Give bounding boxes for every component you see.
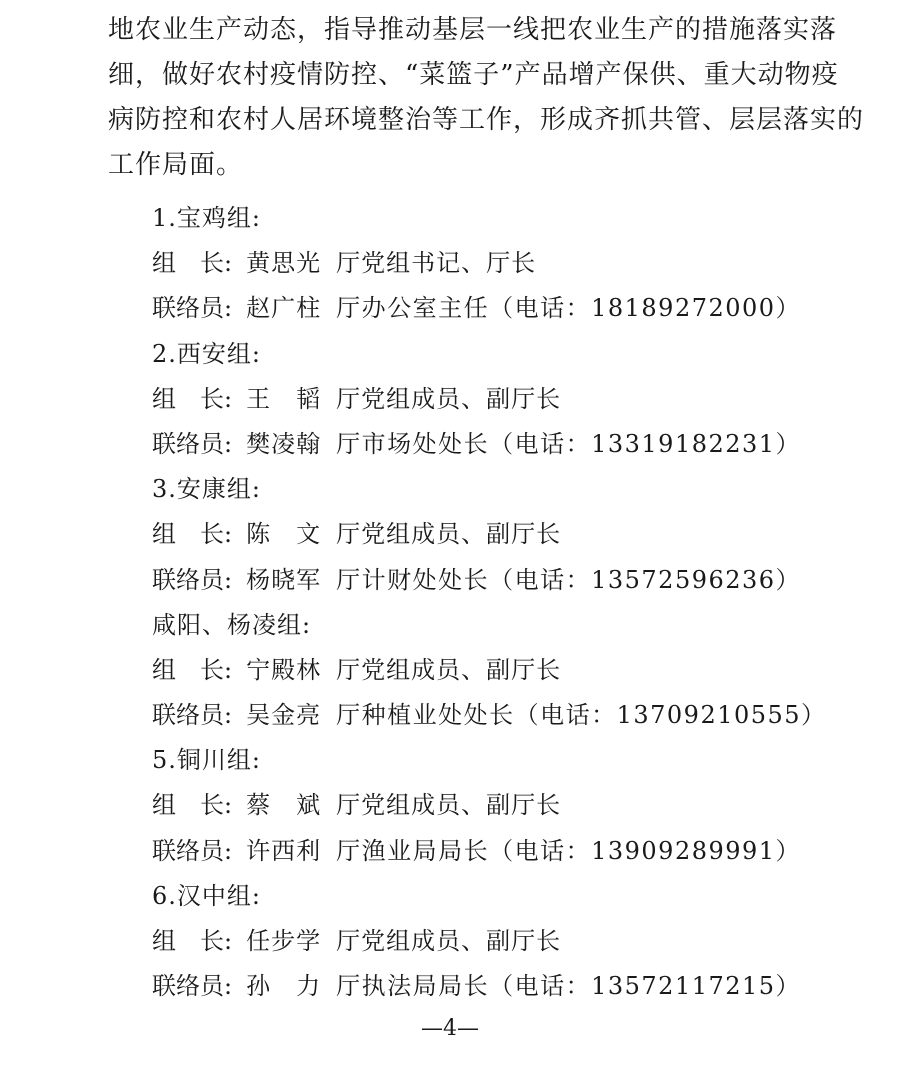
contact-name: 樊凌翰 [246, 429, 322, 458]
contact-row [152, 829, 852, 874]
leader-name: 任步学 [246, 927, 322, 955]
contact-name: 许西利 [246, 836, 322, 865]
leader-title: 厅党组成员、副厅长 [336, 927, 562, 955]
contact-row [152, 964, 852, 1009]
group-list [152, 196, 852, 1009]
page-number: —4— [421, 1016, 479, 1041]
contact-label: 联络员: [152, 972, 233, 1001]
group-heading: 咸阳、杨凌组: [152, 610, 312, 639]
paragraph-line: 病防控和农村人居环境整治等工作，形成齐抓共管、层层落实的 [108, 105, 865, 135]
paragraph-line: 细，做好农村疫情防控、“菜篮子”产品增产保供、重大动物疫 [108, 60, 839, 90]
leader-name: 蔡 斌 [246, 791, 322, 820]
leader-row [152, 377, 852, 422]
paragraph-line: 工作局面。 [108, 150, 244, 180]
contact-label: 联络员: [152, 836, 233, 865]
leader-name: 陈 文 [246, 520, 322, 549]
leader-label: 组 长: [152, 927, 233, 955]
leader-title: 厅党组成员、副厅长 [336, 791, 562, 820]
contact-title: 厅渔业局局长（电话：13909289991） [336, 836, 802, 865]
contact-label: 联络员: [152, 294, 233, 323]
contact-title: 厅办公室主任（电话：18189272000） [336, 294, 802, 323]
group-ankang [152, 467, 852, 603]
leader-name: 黄思光 [246, 249, 322, 278]
leader-row [152, 512, 852, 557]
paragraph-line: 地农业生产动态，指导推动基层一线把农业生产的措施落实落 [108, 15, 838, 45]
group-heading: 3.安康组: [152, 475, 261, 504]
contact-label: 联络员: [152, 565, 233, 594]
leader-label: 组 长: [152, 655, 233, 684]
contact-label: 联络员: [152, 429, 233, 458]
group-heading: 2.西安组: [152, 339, 261, 368]
leader-row [152, 241, 852, 286]
contact-name: 杨晓军 [246, 565, 322, 594]
leader-name: 宁殿林 [246, 655, 322, 684]
group-baoji [152, 196, 852, 332]
group-xian [152, 332, 852, 468]
contact-name: 孙 力 [246, 972, 322, 1001]
leader-title: 厅党组成员、副厅长 [336, 655, 562, 684]
leader-label: 组 长: [152, 249, 233, 278]
contact-name: 吴金亮 [246, 701, 322, 730]
group-tongchuan [152, 738, 852, 874]
leader-label: 组 长: [152, 520, 233, 549]
leader-row [152, 648, 852, 693]
leader-label: 组 长: [152, 791, 233, 820]
contact-row [152, 558, 852, 603]
group-heading: 5.铜川组: [152, 746, 261, 775]
contact-label: 联络员: [152, 701, 233, 730]
contact-title: 厅市场处处长（电话：13319182231） [336, 429, 802, 458]
contact-title: 厅执法局局长（电话：13572117215） [336, 972, 802, 1001]
group-heading: 1.宝鸡组: [152, 204, 261, 232]
group-hanzhong [152, 874, 852, 1010]
leader-label: 组 长: [152, 384, 233, 413]
leader-row [152, 783, 852, 828]
contact-title: 厅种植业处处长（电话：13709210555） [336, 701, 827, 730]
leader-name: 王 韬 [246, 384, 322, 413]
intro-paragraph [108, 8, 865, 188]
leader-title: 厅党组书记、厅长 [336, 249, 537, 278]
leader-row [152, 919, 852, 964]
contact-row [152, 422, 852, 467]
leader-title: 厅党组成员、副厅长 [336, 520, 562, 549]
group-xianyang-yangling [152, 603, 852, 739]
contact-row [152, 286, 852, 331]
contact-title: 厅计财处处长（电话：13572596236） [336, 565, 802, 594]
leader-title: 厅党组成员、副厅长 [336, 384, 562, 413]
contact-row [152, 693, 852, 738]
group-heading: 6.汉中组: [152, 881, 261, 910]
contact-name: 赵广柱 [246, 294, 322, 323]
